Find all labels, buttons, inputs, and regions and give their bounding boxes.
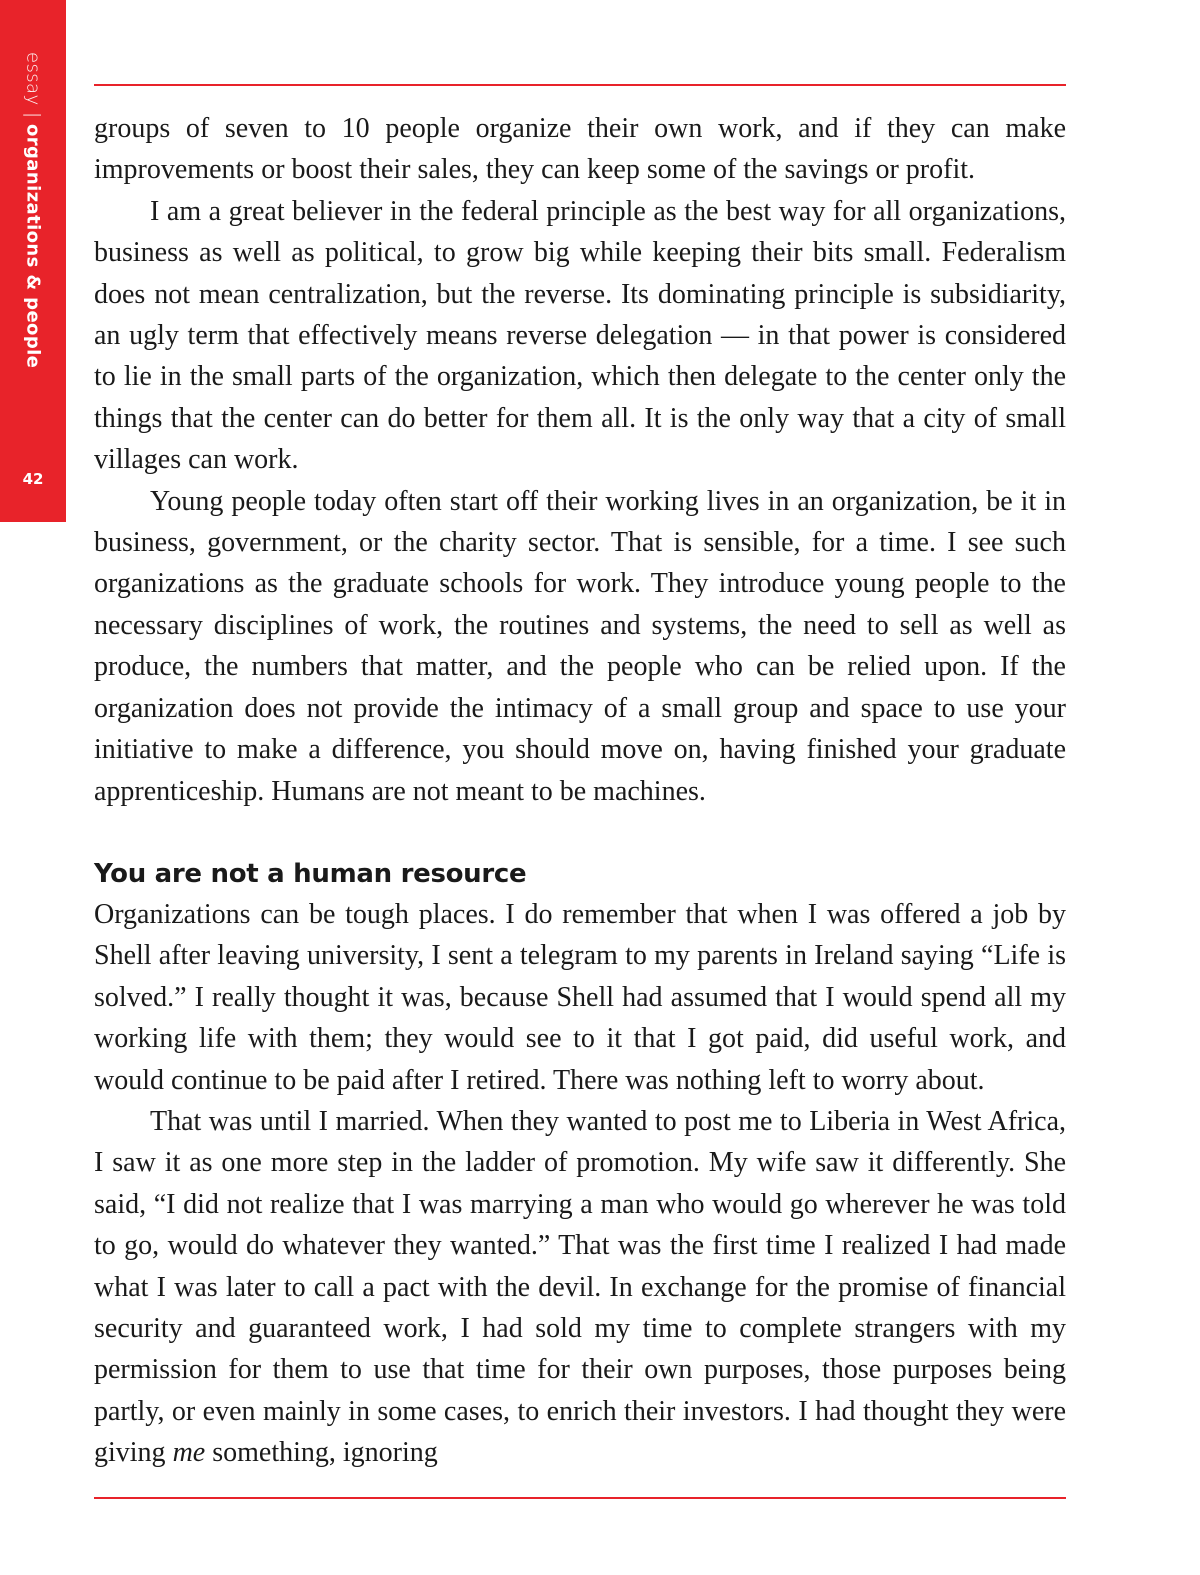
paragraph-5-tail: something, ignoring	[205, 1437, 438, 1469]
paragraph-5-text: That was until I married. When they wanted to post me to Liberia in West Africa, I saw it as one more step in the ladder of promotion. My wife saw it differently. She said, “I did not realize that I was marrying a man who would go wherever he was told to go, would do whatever they wanted.” That was the first time I realized I had made what I was later to call a pact with the devil. In exchange for the promise of financial security and guaranteed work, I had sold my time to complete strangers with my permission for them to use that time for their own purposes, those purposes being partly, or even mainly in some cases, to enrich their investors. I had thought they were giving	[94, 1105, 1066, 1469]
bottom-rule	[94, 1497, 1066, 1499]
emphasis-word: me	[172, 1437, 206, 1469]
paragraph-3: Young people today often start off their working lives in an organization, be it in business, government, or the charity sector. That is sensible, for a time. I see such organizations as the graduate schools for work. They introduce young people to the necessary disciplines of work, the routines and systems, the need to sell as well as produce, the numbers that matter, and the people who can be relied upon. If the organization does not provide the intimacy of a small group and space to use your initiative to make a difference, you should move on, having finished your graduate apprenticeship. Humans are not meant to be machines.	[94, 485, 1066, 807]
paragraph-5	[94, 1101, 1066, 1474]
article-body	[94, 108, 1066, 1474]
section-topic: organizations & people	[22, 123, 44, 369]
section-heading: You are not a human resource	[94, 858, 527, 889]
page-number: 42	[22, 470, 44, 488]
paragraph-2: I am a great believer in the federal principle as the best way for all organizations, business as well as political, to grow big while keeping their bits small. Federalism does not mean centralization, but the reverse. Its dominating principle is subsidiarity, an ugly term that effectively means reverse delegation — in that power is considered to lie in the small parts of the organization, which then delegate to the center only the things that the center can do better for them all. It is the only way that a city of small villages can work.	[94, 195, 1066, 476]
paragraph-1: groups of seven to 10 people organize their own work, and if they can make improvements or boost their sales, they can keep some of the savings or profit.	[94, 113, 1066, 186]
section-separator: |	[22, 111, 44, 118]
top-rule	[94, 84, 1066, 86]
section-name: essay	[22, 52, 44, 106]
section-label	[23, 52, 44, 368]
paragraph-4: Organizations can be tough places. I do remember that when I was offered a job by Shell after leaving university, I sent a telegram to my parents in Ireland saying “Life is solved.” I really thought it was, because Shell had assumed that I would spend all my working life with them; they would see to it that I got paid, did useful work, and would continue to be paid after I retired. There was nothing left to worry about.	[94, 898, 1066, 1096]
